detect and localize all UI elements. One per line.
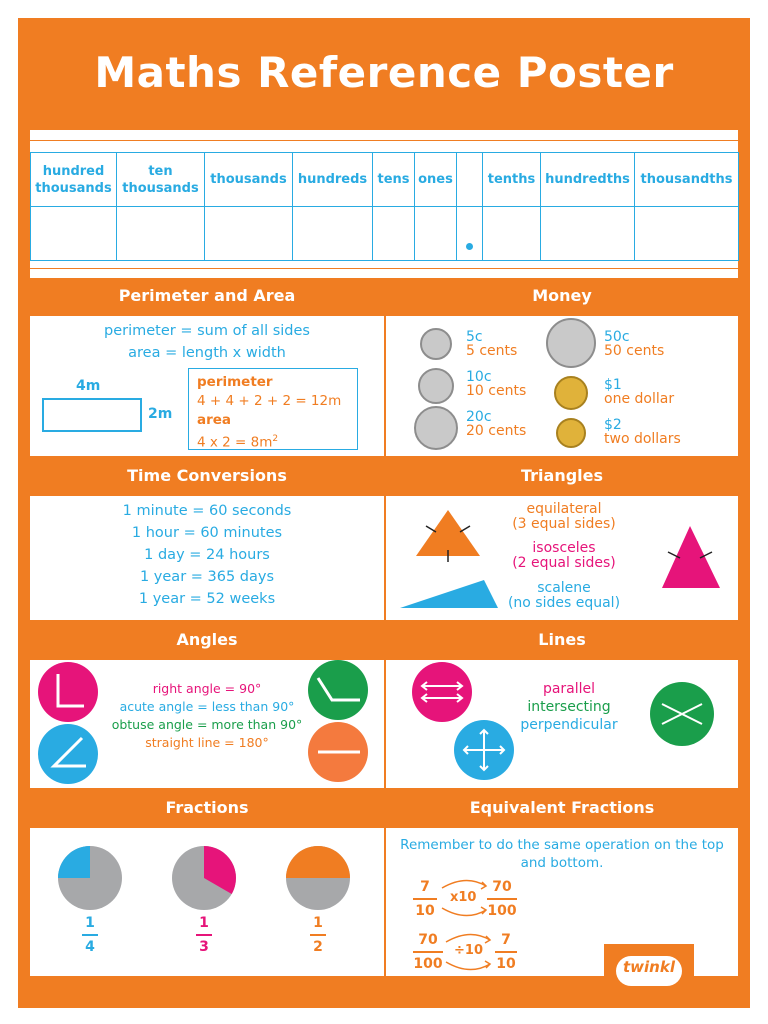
equivalent-fraction: 7 10 <box>496 932 516 972</box>
angle-line: acute angle = less than 90° <box>119 699 295 714</box>
fraction-bar <box>310 934 326 936</box>
coin-value: $1 <box>604 377 622 393</box>
10c-coin-icon <box>418 368 454 404</box>
triangles-heading: Triangles <box>520 466 604 485</box>
calculation-box <box>188 368 358 450</box>
pv-cell <box>31 207 117 261</box>
fraction-bar <box>487 898 517 900</box>
fraction-label: 1 3 <box>188 914 220 956</box>
equivalent-heading: Equivalent Fractions <box>469 798 655 817</box>
fractions-panel <box>30 828 384 976</box>
height-label: 2m <box>148 406 173 422</box>
place-value-header-row <box>31 153 739 207</box>
triangle-desc: (no sides equal) <box>507 595 621 611</box>
place-value-table <box>30 152 739 261</box>
logo-text: twinkl <box>623 958 675 976</box>
triangle-name: scalene <box>537 580 591 596</box>
pv-header: ones <box>415 153 457 207</box>
triangles-panel <box>386 496 738 620</box>
2-dollar-coin-icon <box>556 418 586 448</box>
perimeter-definition: perimeter = sum of all sides <box>104 323 310 339</box>
angle-line: obtuse angle = more than 90° <box>111 717 303 732</box>
time-line: 1 minute = 60 seconds <box>122 503 292 519</box>
fractions-heading: Fractions <box>165 798 249 817</box>
pv-header: tenths <box>483 153 541 207</box>
pv-cell <box>415 207 457 261</box>
coin-value: 20c <box>466 409 492 425</box>
isosceles-triangle-icon <box>662 526 720 588</box>
pv-cell <box>205 207 293 261</box>
perimeter-area-heading: Perimeter and Area <box>118 286 296 305</box>
pv-cell <box>293 207 373 261</box>
area-definition: area = length x width <box>128 345 286 361</box>
20c-coin-icon <box>414 406 458 450</box>
rectangle-shape <box>42 398 142 432</box>
pv-cell <box>541 207 635 261</box>
pv-header: thousandths <box>635 153 739 207</box>
coin-label: two dollars <box>604 431 681 447</box>
pv-cell-point <box>457 207 483 261</box>
lines-panel <box>386 660 738 788</box>
triangle-name: equilateral <box>526 501 602 517</box>
area-title: area <box>197 412 232 428</box>
fraction-label: 1 4 <box>74 914 106 956</box>
pv-header: thousands <box>205 153 293 207</box>
triangle-name: isosceles <box>532 540 596 556</box>
triangle-desc: (3 equal sides) <box>512 516 616 532</box>
divider <box>30 140 738 141</box>
time-heading: Time Conversions <box>127 466 287 485</box>
operation-label: x10 <box>450 890 477 905</box>
time-line: 1 day = 24 hours <box>144 547 270 563</box>
pv-cell <box>373 207 415 261</box>
pv-header: ten thousands <box>117 153 205 207</box>
coin-value: $2 <box>604 417 622 433</box>
area-unit-superscript: 2 <box>272 434 279 444</box>
coin-label: 5 cents <box>466 343 518 359</box>
pv-header: hundred thousands <box>31 153 117 207</box>
perimeter-calc: 4 + 4 + 2 + 2 = 12m <box>197 393 342 409</box>
obtuse-angle-icon <box>308 660 368 720</box>
time-line: 1 hour = 60 minutes <box>131 525 283 541</box>
50c-coin-icon <box>546 318 596 368</box>
coin-value: 50c <box>604 329 630 345</box>
coin-label: one dollar <box>604 391 675 407</box>
pv-header: tens <box>373 153 415 207</box>
time-panel <box>30 496 384 620</box>
fraction-bar <box>495 951 517 953</box>
1-dollar-coin-icon <box>554 376 588 410</box>
time-line: 1 year = 365 days <box>139 569 275 585</box>
coin-label: 20 cents <box>466 423 527 439</box>
decimal-point <box>466 243 473 250</box>
fraction-bar <box>413 898 437 900</box>
twinkl-logo[interactable] <box>604 944 694 998</box>
fraction-label: 1 2 <box>302 914 334 956</box>
perimeter-title: perimeter <box>197 374 273 390</box>
5c-coin-icon <box>420 328 452 360</box>
time-line: 1 year = 52 weeks <box>138 591 276 607</box>
place-value-chart <box>30 130 738 278</box>
pv-header: hundreds <box>293 153 373 207</box>
angle-line: straight line = 180° <box>145 735 269 750</box>
parallel-lines-icon <box>412 662 472 722</box>
coin-value: 10c <box>466 369 492 385</box>
perimeter-area-panel <box>30 316 384 456</box>
width-label: 4m <box>76 378 101 394</box>
triangle-desc: (2 equal sides) <box>512 555 616 571</box>
pv-cell <box>635 207 739 261</box>
fraction-bar <box>82 934 98 936</box>
pv-cell <box>117 207 205 261</box>
fraction-bar <box>196 934 212 936</box>
place-value-body-row <box>31 207 739 261</box>
area-calc: 4 x 2 = 8m <box>197 434 273 451</box>
poster-title: Maths Reference Poster <box>94 48 674 97</box>
line-type: parallel <box>542 681 596 697</box>
equivalent-fraction: 7 10 <box>408 878 442 920</box>
coin-label: 10 cents <box>466 383 527 399</box>
scalene-triangle-icon <box>400 580 498 608</box>
equivalent-fraction: 70 100 <box>487 879 517 919</box>
operation-label: ÷10 <box>454 943 483 958</box>
pv-header: hundredths <box>541 153 635 207</box>
equivalent-instruction: Remember to do the same operation on the top and bottom. <box>400 837 724 871</box>
line-type: perpendicular <box>520 717 618 733</box>
angles-heading: Angles <box>176 630 238 649</box>
angles-panel <box>30 660 384 788</box>
fraction-bar <box>413 951 443 953</box>
divider <box>30 268 738 269</box>
equivalent-fraction: 70 100 <box>413 932 443 972</box>
angle-line: right angle = 90° <box>152 681 262 696</box>
money-panel <box>386 316 738 456</box>
line-type: intersecting <box>527 699 611 715</box>
coin-value: 5c <box>466 329 483 345</box>
pv-header-point <box>457 153 483 207</box>
coin-label: 50 cents <box>604 343 665 359</box>
right-angle-icon <box>38 662 98 722</box>
pv-cell <box>483 207 541 261</box>
money-heading: Money <box>532 286 592 305</box>
lines-heading: Lines <box>538 630 586 649</box>
equilateral-triangle-icon <box>416 510 480 556</box>
